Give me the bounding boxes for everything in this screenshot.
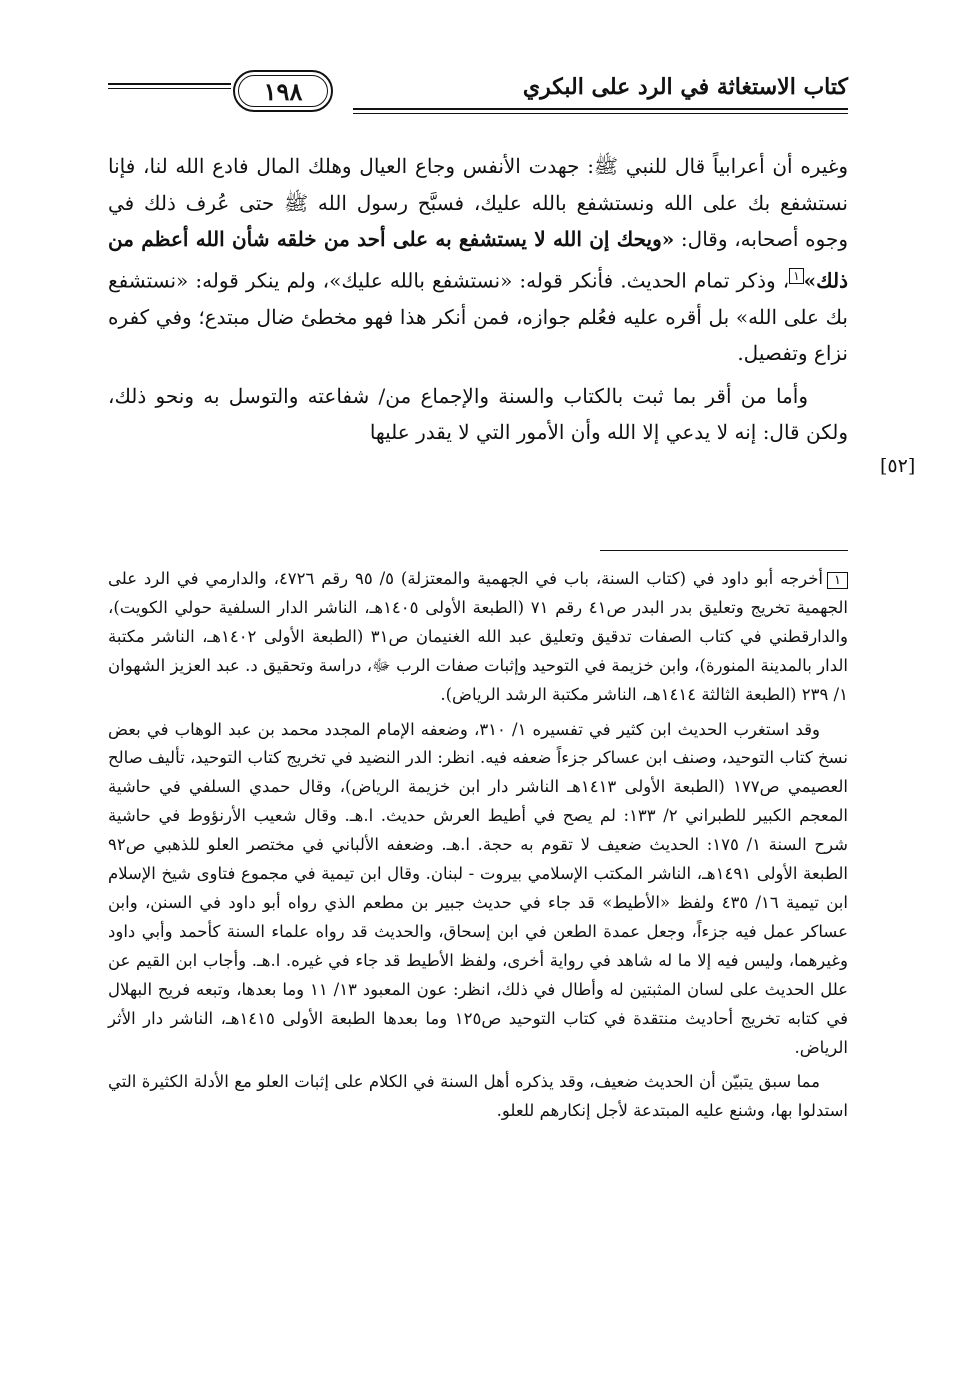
- paragraph-1-end: ، وذكر تمام الحديث. فأنكر قوله: «نستشفع بالله عليك»، ولم ينكر قوله: «نستشفع بك على الله» بل أقره عليه فعُلم جوازه، فمن أنكر هذا فهو مخطئ ضال مبتدع؛ وفي كفره نزاع وتفصيل.: [108, 268, 848, 366]
- book-title: كتاب الاستغاثة في الرد على البكري: [522, 74, 848, 100]
- footnote-1-paragraph-2: وقد استغرب الحديث ابن كثير في تفسيره ١/ ٣١٠، وضعفه الإمام المجدد محمد بن عبد الوهاب في بعض نسخ كتاب التوحيد، وصنف ابن عساكر جزءاً ضعفه فيه. انظر: الدر النضيد في تخريج كتاب التوحيد، تأليف صالح العصيمي ص١٧٧ (الطبعة الأولى ١٤١٣هـ الناشر دار ابن خزيمة الرياض)، وقال حمدي السلفي في حاشية المعجم الكبير للطبراني ٢/ ١٣٣: لم يصح في أطيط العرش حديث. ا.هـ. وقال شعيب الأرنؤوط في حاشية شرح السنة ١/ ١٧٥: الحديث ضعيف لا تقوم به حجة. ا.هـ. وضعفه الألباني في مختصر العلو للذهبي ص٩٢ الطبعة الأولى ١٤٩١هـ، الناشر المكتب الإسلامي بيروت - لبنان. وقال ابن تيمية في مجموع فتاوى شيخ الإسلام ابن تيمية ١٦/ ٤٣٥ ولفظ «الأطيط» قد جاء في حديث جبير بن مطعم الذي رواه أبو داود في السنن، وابن عساكر عمل فيه جزءاً، وجعل عمدة الطعن في ابن إسحاق، والحديث قد رواه علماء السنة كأحمد وأبي داود وغيرهما، وليس فيه إلا ما له شاهد في رواية أخرى، ولفظ الأطيط قد جاء في غيره. ا.هـ. وأجاب ابن القيم عن علل الحديث على لسان المثبتين له وأطال في ذلك، انظر: عون المعبود ١٣/ ١١ وما بعدها، وتبعه فريح البهلال في كتابه تخريج أحاديث منتقدة في كتاب التوحيد ص١٢٥ وما بعدها الطبعة الأولى ١٤١٥هـ، الناشر دار الأثر الرياض.: [108, 719, 848, 1057]
- footnote-1: [108, 565, 848, 710]
- footnote-reference[interactable]: ١: [789, 268, 803, 284]
- hadith-quote: «ويحك إن الله لا يستشفع به على أحد من خلقه شأن الله أعظم من ذلك»: [108, 227, 848, 293]
- footnote-separator: [600, 550, 848, 551]
- footnotes: [108, 565, 848, 1132]
- footnote-1-text: أخرجه أبو داود في (كتاب السنة، باب في الجهمية والمعتزلة) ٥/ ٩٥ رقم ٤٧٢٦، والدارمي في الرد على الجهمية تخريج وتعليق بدر البدر ص٤١ رقم ٧١ (الطبعة الأولى ١٤٠٥هـ، الناشر الدار السلفية حولي الكويت)، والدارقطني في كتاب الصفات تدقيق وتعليق عبد الله الغنيمان ص٣١ (الطبعة الأولى ١٤٠٢هـ، الناشر مكتبة الدار بالمدينة المنورة)، وابن خزيمة في التوحيد وإثبات صفات الرب ﷻ، دراسة وتحقيق د. عبد العزيز الشهوان ١/ ٢٣٩ (الطبعة الثالثة ١٤١٤هـ، الناشر مكتبة الرشد الرياض).: [108, 569, 849, 704]
- page-header: [108, 62, 848, 132]
- margin-page-marker: [٥٢]: [880, 455, 916, 477]
- page-number: ١٩٨: [263, 76, 303, 106]
- paragraph-1: [108, 148, 848, 372]
- footnote-number: ١: [827, 572, 848, 589]
- header-rule-left: [108, 83, 231, 89]
- header-rule-right: [353, 108, 848, 114]
- page-number-badge: [233, 70, 333, 112]
- footnote-1-paragraph-3: مما سبق يتبيّن أن الحديث ضعيف، وقد يذكره أهل السنة في الكلام على إثبات العلو مع الأدلة الكثيرة التي استدلوا بها، وشنع عليه المبتدعة لأجل إنكارهم للعلو.: [108, 1072, 848, 1121]
- main-text: [108, 148, 848, 451]
- paragraph-1-start: وغيره أن أعرابياً قال للنبي ﷺ: جهدت الأنفس وجاع العيال وهلك المال فادع الله لنا، فإنا نستشفع بك على الله ونستشفع بالله عليك، فسبَّح رسول الله ﷺ حتى عُرف ذلك في وجوه أصحابه، وقال:: [108, 154, 848, 251]
- paragraph-2: وأما من أقر بما ثبت بالكتاب والسنة والإجماع من/ شفاعته والتوسل به ونحو ذلك، ولكن قال: إنه لا يدعي إلا الله وأن الأمور التي لا يقدر عليها: [108, 383, 848, 445]
